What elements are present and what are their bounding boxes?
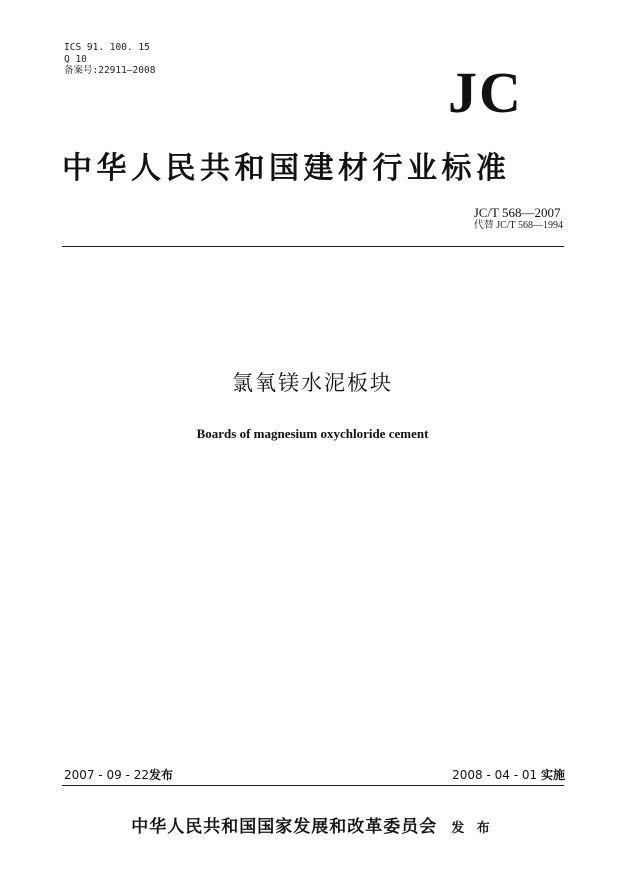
- publisher-name: 中华人民共和国国家发展和改革委员会: [131, 817, 438, 837]
- implementation-date-value: 2008 - 04 - 01: [452, 768, 538, 782]
- implementation-date: [452, 766, 565, 783]
- standard-code: JC/T 568—2007: [473, 205, 561, 220]
- implementation-label: 实施: [540, 768, 565, 782]
- document-title-english: Boards of magnesium oxychloride cement: [196, 426, 429, 441]
- publisher-line: [0, 812, 625, 837]
- jc-logo: JC: [448, 60, 523, 125]
- classification-info: [64, 42, 155, 77]
- ics-code: ICS 91. 100. 15: [64, 42, 150, 53]
- ccs-code: Q 10: [64, 53, 87, 65]
- top-divider: [62, 246, 564, 247]
- issue-date: [64, 766, 173, 783]
- issue-date-value: 2007 - 09 - 22: [64, 768, 149, 782]
- replaced-standard: 代替 JC/T 568—1994: [473, 220, 563, 231]
- publish-label: 发 布: [451, 821, 494, 836]
- record-number: 备案号:22911—2008: [64, 65, 156, 76]
- issue-label: 发布: [149, 768, 174, 782]
- standard-code-block: [474, 205, 563, 232]
- document-title-chinese: 氯氧镁水泥板块: [232, 371, 393, 395]
- industry-standard-title: 中华人民共和国建材行业标准: [62, 151, 511, 186]
- bottom-divider: [62, 785, 564, 786]
